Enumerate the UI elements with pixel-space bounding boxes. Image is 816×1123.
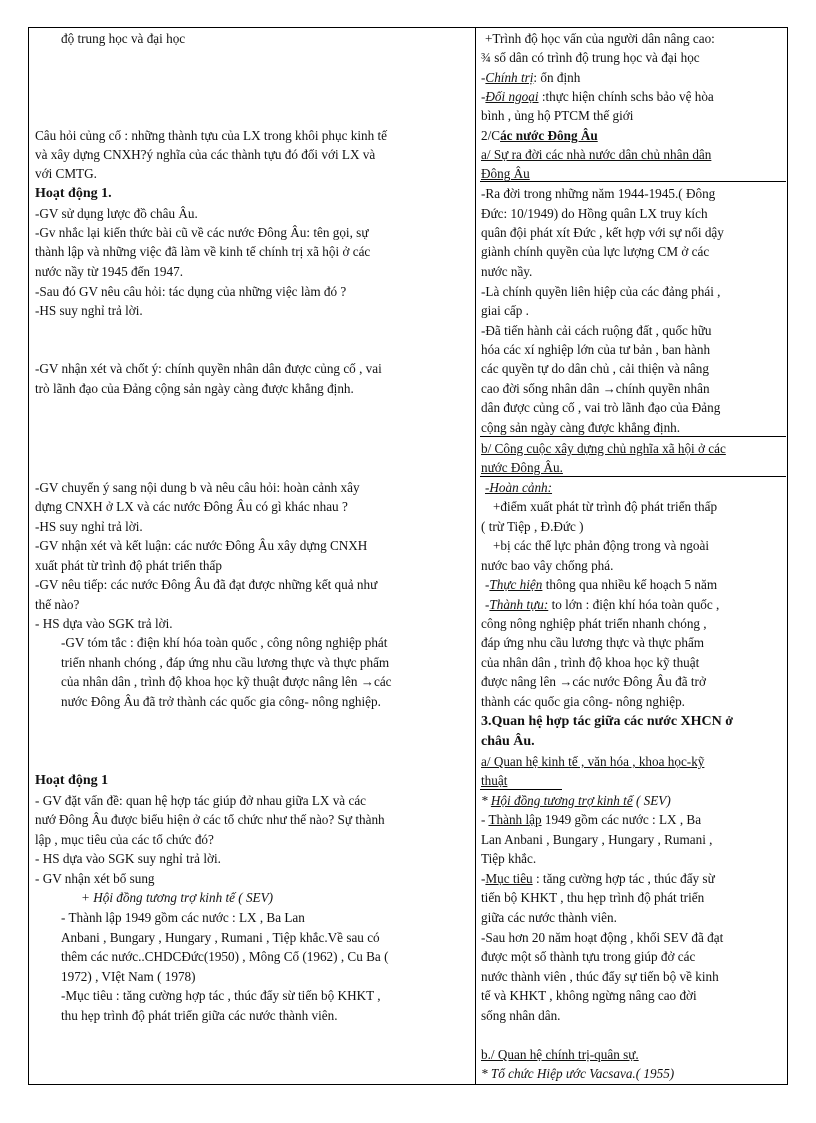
text-line: +Trình độ học vấn của người dân nâng cao: (485, 31, 715, 46)
text-line: tiến bộ KHKT , thu hẹp trình độ phát triển (481, 890, 705, 905)
section-heading: châu Âu. (481, 734, 535, 749)
text-line: giữa các nước thành viên. (481, 910, 617, 925)
text-line: trò lãnh đạo của Đảng cộng sản ngày càng được khẳng định. (35, 381, 354, 396)
subsection-heading: b/ Công cuộc xây dựng chủ nghĩa xã hội ở các (481, 441, 726, 456)
text-line: thành các quốc gia công- nông nghiệp. (481, 694, 685, 709)
text-line: Tiệp khắc. (481, 851, 537, 866)
text-line: nước nầy. (481, 264, 533, 279)
text-line: ( trừ Tiệp , Đ.Đức ) (481, 519, 584, 534)
text-line: -Sau đó GV nêu câu hỏi: tác dụng của những việc làm đó ? (35, 284, 347, 299)
text-line: - GV nhận xét bổ sung (35, 871, 155, 886)
subsection-heading: Đông Âu (481, 166, 530, 181)
text-line: -Thành tựu: to lớn : điện khí hóa toàn quốc , (485, 597, 720, 612)
text-line: -GV nêu tiếp: các nước Đông Âu đã đạt được những kết quả như (35, 577, 378, 592)
text-line: 1972) , VIệt Nam ( 1978) (61, 969, 196, 984)
text-line: -Sau hơn 20 năm hoạt động , khối SEV đã đạt (481, 930, 724, 945)
text-line: -Là chính quyền liên hiệp của các đảng phái , (481, 284, 721, 299)
text-line: Anbani , Bungary , Hungary , Rumani , Tiệp khắc.Về sau có (61, 930, 380, 945)
text-line: -HS suy nghỉ trả lời. (35, 519, 143, 534)
text-line: của nhân dân , trình độ khoa học kỹ thuật được nâng lên →các (61, 674, 392, 689)
text-line: xuất phát từ trình độ phát triển thấp (35, 558, 222, 573)
section-heading: 2/Các nước Đông Âu (481, 128, 598, 143)
text-line: -GV tóm tắc : điện khí hóa toàn quốc , công nông nghiệp phát (61, 635, 388, 650)
text-line: của nhân dân , trình độ khoa học kỹ thuật (481, 655, 700, 670)
text-line: dân được củng cố , vai trò lãnh đạo của Đảng (481, 400, 721, 415)
text-line: nước nầy từ 1945 đến 1947. (35, 264, 183, 279)
text-line: -Mục tiêu : tăng cường hợp tác , thúc đẩy sừ tiến bộ KHKT , (61, 988, 381, 1003)
text-line: cao đời sống nhân dân →chính quyền nhân (481, 381, 710, 396)
text-line: -GV sử dụng lược đồ châu Âu. (35, 206, 198, 221)
activity-heading: Hoạt động 1 (35, 773, 109, 788)
text-line: và xây dựng CNXH?ý nghĩa của các thành tựu đó đối với LX và (35, 147, 376, 162)
subsection-heading: thuật (481, 773, 508, 788)
text-line: dựng CNXH ở LX và các nước Đông Âu có gì khác nhau ? (35, 499, 348, 514)
text-line: -Mục tiêu : tăng cường hợp tác , thúc đẩy sừ (481, 871, 715, 886)
text-line: triển nhanh chóng , đáp ứng nhu cầu lương thực và thực phẩm (61, 655, 390, 670)
text-line: nướ Đông Âu được biểu hiện ở các tổ chức như thế nào? Sự thành (35, 812, 385, 827)
text-line: thu hẹp trình độ phát triển giữa các nước thành viên. (61, 1008, 338, 1023)
text-line: tế và KHKT , không ngừng nâng cao đời (481, 988, 697, 1003)
text-line: được một số thành tựu trong giúp đở các (481, 949, 696, 964)
text-line: được nâng lên →các nước Đông Âu đã trở (481, 674, 706, 689)
text-line: các quyền tự do dân chủ , cải thiện và nâng (481, 361, 709, 376)
text-line: Câu hỏi củng cố : những thành tựu của LX trong khôi phục kinh tế (35, 128, 387, 143)
text-line: đáp ứng nhu cầu lương thực và thực phẩm (481, 635, 705, 650)
subsection-heading: a/ Quan hệ kinh tế , văn hóa , khoa học-kỹ (481, 754, 705, 769)
text-line: -Hoàn cảnh: (485, 480, 553, 495)
subsection-heading: a/ Sự ra đời các nhà nước dân chủ nhân dân (481, 147, 712, 162)
text-line: -Ra đời trong những năm 1944-1945.( Đông (481, 186, 716, 201)
text-line: - GV đặt vấn đề: quan hệ hợp tác giúp đở nhau giữa LX và các (35, 793, 367, 808)
text-line: sống nhân dân. (481, 1008, 561, 1023)
arrow-right-icon: → (559, 674, 573, 689)
text-line: -GV chuyển ý sang nội dung b và nêu câu hỏi: hoàn cảnh xây (35, 480, 360, 495)
text-line: - HS dựa vào SGK suy nghỉ trả lời. (35, 851, 221, 866)
subsection-heading: b./ Quan hệ chính trị-quân sự. (481, 1047, 639, 1062)
text-line: - HS dựa vào SGK trả lời. (35, 616, 173, 631)
text-line: hóa các xí nghiệp lớn của tư bản , ban hành (481, 342, 711, 357)
text-line: - Thành lập 1949 gồm các nước : LX , Ba (481, 812, 702, 827)
text-line: bình , ủng hộ PTCM thế giới (481, 108, 634, 123)
text-line: -Đã tiến hành cải cách ruộng đất , quốc hữu (481, 323, 712, 338)
section-rule (480, 789, 562, 790)
arrow-right-icon: → (360, 674, 374, 689)
text-line: -HS suy nghỉ trả lời. (35, 303, 143, 318)
column-divider (475, 28, 476, 1084)
text-line: -GV nhận xét và kết luận: các nước Đông Âu xây dựng CNXH (35, 538, 368, 553)
text-line: -Thực hiện thông qua nhiều kế hoạch 5 năm (485, 577, 718, 592)
text-line: nước bao vây chống phá. (481, 558, 614, 573)
text-line: thành lập và những việc đã làm về kinh tế chính trị xã hội ở các (35, 244, 371, 259)
text-line: + Hội đồng tương trợ kinh tế ( SEV) (81, 890, 274, 905)
text-line: độ trung học và đại học (61, 31, 186, 46)
text-line: -Chính trị: ổn định (481, 70, 581, 85)
text-line: thế nào? (35, 597, 80, 612)
section-rule (480, 476, 786, 477)
text-line: giai cấp . (481, 303, 529, 318)
text-line: Lan Anbani , Bungary , Hungary , Rumani , (481, 832, 713, 847)
section-heading: 3.Quan hệ hợp tác giữa các nước XHCN ở (481, 714, 734, 729)
section-rule (480, 436, 786, 437)
activity-heading: Hoạt động 1. (35, 186, 112, 201)
subsection-heading: nước Đông Âu. (481, 460, 563, 475)
text-line: với CMTG. (35, 166, 97, 181)
text-line: -GV nhận xét và chốt ý: chính quyền nhân dân được củng cố , vai (35, 361, 382, 376)
text-line: * Hội đồng tương trợ kinh tế ( SEV) (481, 793, 671, 808)
text-line: +bị các thế lực phản động trong và ngoài (493, 538, 709, 553)
lesson-table (28, 27, 788, 1085)
text-line: -Đối ngoại :thực hiện chính schs bảo vệ hòa (481, 89, 714, 104)
text-line: Đức: 10/1949) do Hồng quân LX truy kích (481, 206, 708, 221)
text-line: giành chính quyền của lực lượng CM ở các (481, 244, 710, 259)
text-line: -Gv nhắc lại kiến thức bài cũ về các nước Đông Âu: tên gọi, sự (35, 225, 369, 240)
text-line: thêm các nước..CHDCĐức(1950) , Mông Cổ (1962) , Cu Ba ( (61, 949, 389, 964)
text-line: * Tổ chức Hiệp ước Vacsava.( 1955) (481, 1066, 675, 1081)
arrow-right-icon: → (602, 381, 616, 396)
text-line: quân đội phát xít Đức , kết hợp với sự nổi dậy (481, 225, 724, 240)
text-line: nước Đông Âu đã trở thành các quốc gia công- nông nghiệp. (61, 694, 381, 709)
text-line: +điểm xuất phát từ trình độ phát triển thấp (493, 499, 718, 514)
text-line: - Thành lập 1949 gồm các nước : LX , Ba Lan (61, 910, 305, 925)
text-line: nước thành viên , thúc đẩy sự tiến bộ về kinh (481, 969, 719, 984)
text-line: lập , mục tiêu của các tổ chức đó? (35, 832, 214, 847)
section-rule (480, 181, 786, 182)
text-line: ¾ số dân có trình độ trung học và đại học (481, 50, 700, 65)
text-line: công nông nghiệp phát triển nhanh chóng , (481, 616, 707, 631)
text-line: cộng sản ngày càng được khẳng định. (481, 420, 681, 435)
